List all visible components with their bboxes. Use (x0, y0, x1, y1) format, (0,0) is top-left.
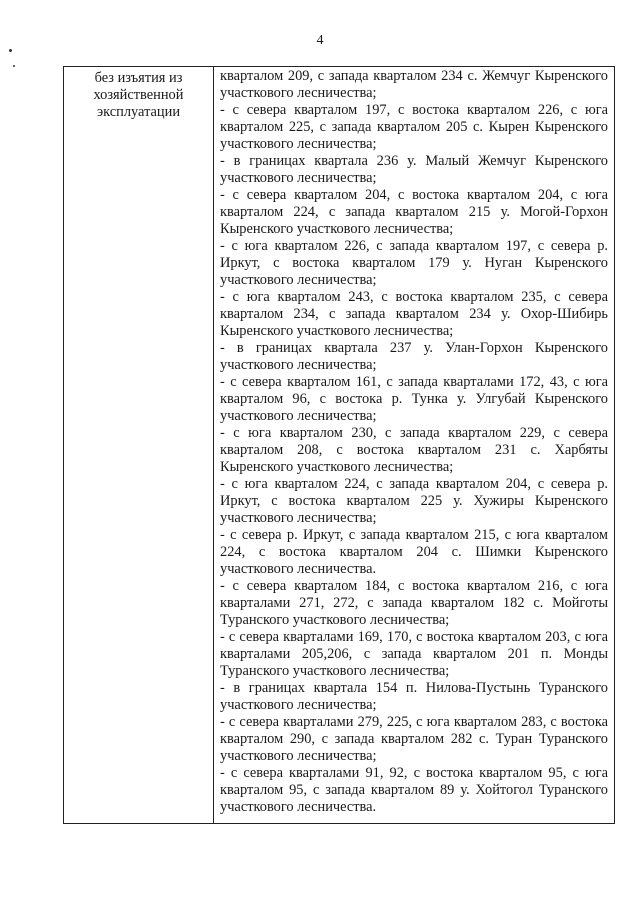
boundary-paragraph: - с севера кварталом 184, с востока кварталом 216, с юга кварталами 271, 272, с запада кварталом 182 с. Мойготы Туранского участкового лесничества; (220, 578, 608, 628)
boundary-paragraph: - в границах квартала 237 у. Улан-Горхон Кыренского участкового лесничества; (220, 340, 608, 373)
boundary-paragraph: - с севера кварталами 169, 170, с востока кварталом 203, с юга кварталами 205,206, с запада кварталом 201 п. Монды Туранского участкового лесничества; (220, 629, 608, 679)
category-line: хозяйственной (93, 87, 184, 103)
boundary-paragraph: - с юга кварталом 226, с запада кварталом 197, с севера р. Иркут, с востока кварталом 179 у. Нуган Кыренского участкового лесничества; (220, 238, 608, 288)
category-cell (64, 67, 214, 823)
boundary-paragraph: - с юга кварталом 243, с востока кварталом 235, с севера кварталом 234, с запада кварталом 234 у. Охор-Шибирь Кыренского участкового лесничества; (220, 289, 608, 339)
boundary-paragraph: - с севера р. Иркут, с запада кварталом 215, с юга кварталом 224, с востока кварталом 204 с. Шимки Кыренского участкового лесничества. (220, 527, 608, 577)
scan-speck (13, 65, 15, 67)
category-line: эксплуатации (96, 104, 181, 120)
boundary-paragraph: - с севера кварталом 204, с востока кварталом 204, с юга кварталом 224, с запада кварталом 215 у. Могой-Горхон Кыренского участкового лесничества; (220, 187, 608, 237)
boundary-paragraph: - с севера кварталом 197, с востока кварталом 226, с юга кварталом 225, с запада кварталом 205 с. Кырен Кыренского участкового лесничества; (220, 102, 608, 152)
boundary-paragraph: кварталом 209, с запада кварталом 234 с. Жемчуг Кыренского участкового лесничества; (220, 68, 608, 101)
boundary-paragraph: - с севера кварталами 279, 225, с юга кварталом 283, с востока кварталом 290, с запада кварталом 282 с. Туран Туранского участкового лесничества; (220, 714, 608, 764)
category-line: без изъятия из (94, 70, 183, 86)
boundary-paragraph: - с юга кварталом 230, с запада кварталом 229, с севера кварталом 208, с востока кварталом 231 с. Харбяты Кыренского участкового лесничества; (220, 425, 608, 475)
boundary-paragraph: - в границах квартала 154 п. Нилова-Пустынь Туранского участкового лесничества; (220, 680, 608, 713)
scan-speck (9, 49, 12, 52)
description-cell (214, 67, 614, 823)
boundary-paragraph: - в границах квартала 236 у. Малый Жемчуг Кыренского участкового лесничества; (220, 153, 608, 186)
boundary-paragraph: - с севера кварталом 161, с запада кварталами 172, 43, с юга кварталом 96, с востока р. Тунка у. Улгубай Кыренского участкового лесничества; (220, 374, 608, 424)
page-number: 4 (316, 33, 324, 48)
boundary-paragraph: - с юга кварталом 224, с запада кварталом 204, с севера р. Иркут, с востока кварталом 225 у. Хужиры Кыренского участкового лесничества; (220, 476, 608, 526)
boundary-paragraph: - с севера кварталами 91, 92, с востока кварталом 95, с юга кварталом 95, с запада кварталом 89 у. Хойтогол Туранского участкового лесничества. (220, 765, 608, 815)
document-table (63, 66, 615, 824)
